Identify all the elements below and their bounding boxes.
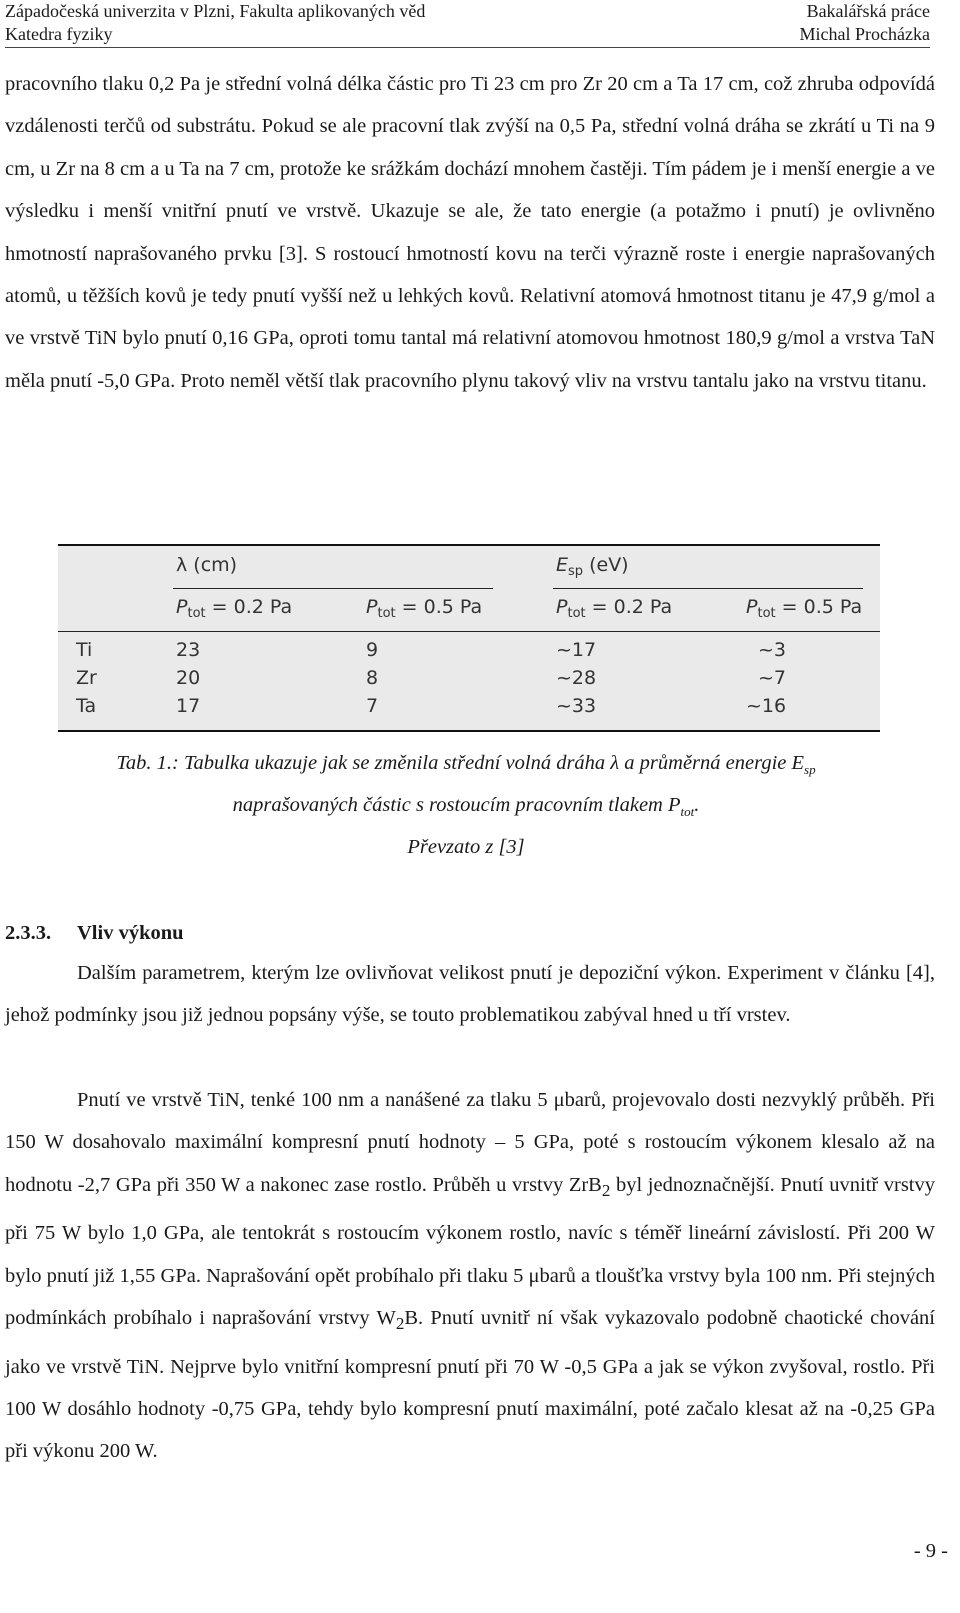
table-cell: ~17 [556,639,597,661]
table-cell: ~7 [758,667,787,689]
paragraph-power-results: Pnutí ve vrstvě TiN, tenké 100 nm a nanášené za tlaku 5 μbarů, projevovalo dosti nezvyklý průběh. Při 150 W dosahovalo maximální kompresní pnutí hodnoty – 5 GPa, poté s rostoucím výkonem klesalo až na hodnotu -2,7 GPa při 350 W a nakonec zase rostlo. Průběh u vrstvy ZrB$_2$ byl jednoznačnější. Pnutí uvnitř vrstvy při 75 W bylo 1,0 GPa, ale tentokrát s rostoucím výkonem rostlo, navíc s téměř lineární závislostí. Při 200 W bylo pnutí již 1,55 GPa. Naprašování opět probíhalo při tlaku 5 μbarů a tloušťka vrstvy byla 100 nm. Při stejných podmínkách probíhalo i naprašování vrstvy $W_2B$. Pnutí uvnitř ní však vykazovalo podobně chaotické chování jako ve vrstvě TiN. Nejprve bylo vnitřní kompresní pnutí při 70 W -0,5 GPa a jak se výkon zvyšoval, rostlo. Při 100 W dosáhlo hodnoty -0,75 GPa, tehdy bylo kompresní pnutí maximální, poté začalo klesat až na -0,25 GPa při výkonu 200 W. [5,1089,936,1463]
table-caption-line2: naprašovaných částic s rostoucím pracovním tlakem $P_{tot}$. [232,794,700,820]
table-caption-line1: Tab. 1.: Tabulka ukazuje jak se změnila střední volná dráha λ a průměrná energie $E_{sp}$ [116,752,816,778]
table-cell: 17 [176,695,201,717]
paragraph-pressure-effect: pracovního tlaku 0,2 Pa je střední volná délka částic pro Ti 23 cm pro Zr 20 cm a Ta 17 cm, což zhruba odpovídá vzdálenosti terčů od substrátu. Pokud se ale pracovní tlak zvýší na 0,5 Pa, střední volná dráha se zkrátí u Ti na 9 cm, u Zr na 8 cm a u Ta na 7 cm, protože ke srážkám dochází mnohem častěji. Tím pádem je i menší energie a ve výsledku i menší vnitřní pnutí ve vrstvě. Ukazuje se ale, že tato energie (a potažmo i pnutí) je ovlivněno hmotností naprašovaného prvku [3]. S rostoucí hmotností kovu na terči výrazně roste i energie naprašovaných atomů, u těžších kovů je tedy pnutí vyšší než u lehkých kovů. Relativní atomová hmotnost titanu je 47,9 g/mol a ve vrstvě TiN bylo pnutí 0,16 GPa, oproti tomu tantal má relativní atomovou hmotnost 180,9 g/mol a vrstva TaN měla pnutí -5,0 GPa. Proto neměl větší tlak pracovního plynu takový vliv na vrstvu tantalu jako na vrstvu titanu. [5,73,935,392]
table-group-rule-left [173,588,493,589]
header-author: Michal Procházka [799,24,930,44]
table-cell: ~28 [556,667,597,689]
table-cell: ~3 [758,639,787,661]
table-col-lambda-p05: $P_{tot} = 0.5$ Pa [366,596,483,621]
header-department: Katedra fyziky [5,24,113,44]
section-number: 2.3.3. [5,922,52,944]
table-group-energy: $E_{sp}$ (eV) [556,554,629,579]
table-group-lambda: λ (cm) [176,554,238,576]
table-col-energy-p02: $P_{tot} = 0.2$ Pa [556,596,673,621]
section-title: Vliv výkonu [77,922,184,944]
header-doc-type: Bakalářská práce [806,1,930,21]
paragraph-power-intro: Dalším parametrem, kterým lze ovlivňovat velikost pnutí je depoziční výkon. Experiment v článku [4], jehož podmínky jsou již jednou popsány výše, se touto problematikou zabýval hned u tří vrstev. [5,962,935,1027]
page-header [5,0,930,48]
page-number: - 9 - [913,1540,948,1562]
table-col-energy-p05: $P_{tot} = 0.5$ Pa [746,596,863,621]
table-cell: 8 [366,667,379,689]
table-group-rule-right [553,588,863,589]
table-row-label: Ta [76,695,97,717]
table-caption-source: Převzato z [3] [407,836,525,858]
table-col-lambda-p02: $P_{tot} = 0.2$ Pa [176,596,293,621]
table-cell: 7 [366,695,379,717]
table-cell: ~16 [746,695,787,717]
table-cell: 23 [176,639,201,661]
data-table [58,544,880,732]
table-header-rule [58,631,880,632]
table-row-label: Zr [76,667,97,689]
header-university: Západočeská univerzita v Plzni, Fakulta aplikovaných věd [5,1,426,21]
table-cell: ~33 [556,695,597,717]
table-cell: 9 [366,639,379,661]
table-cell: 20 [176,667,201,689]
table-row-label: Ti [76,639,93,661]
section-heading [5,913,184,953]
